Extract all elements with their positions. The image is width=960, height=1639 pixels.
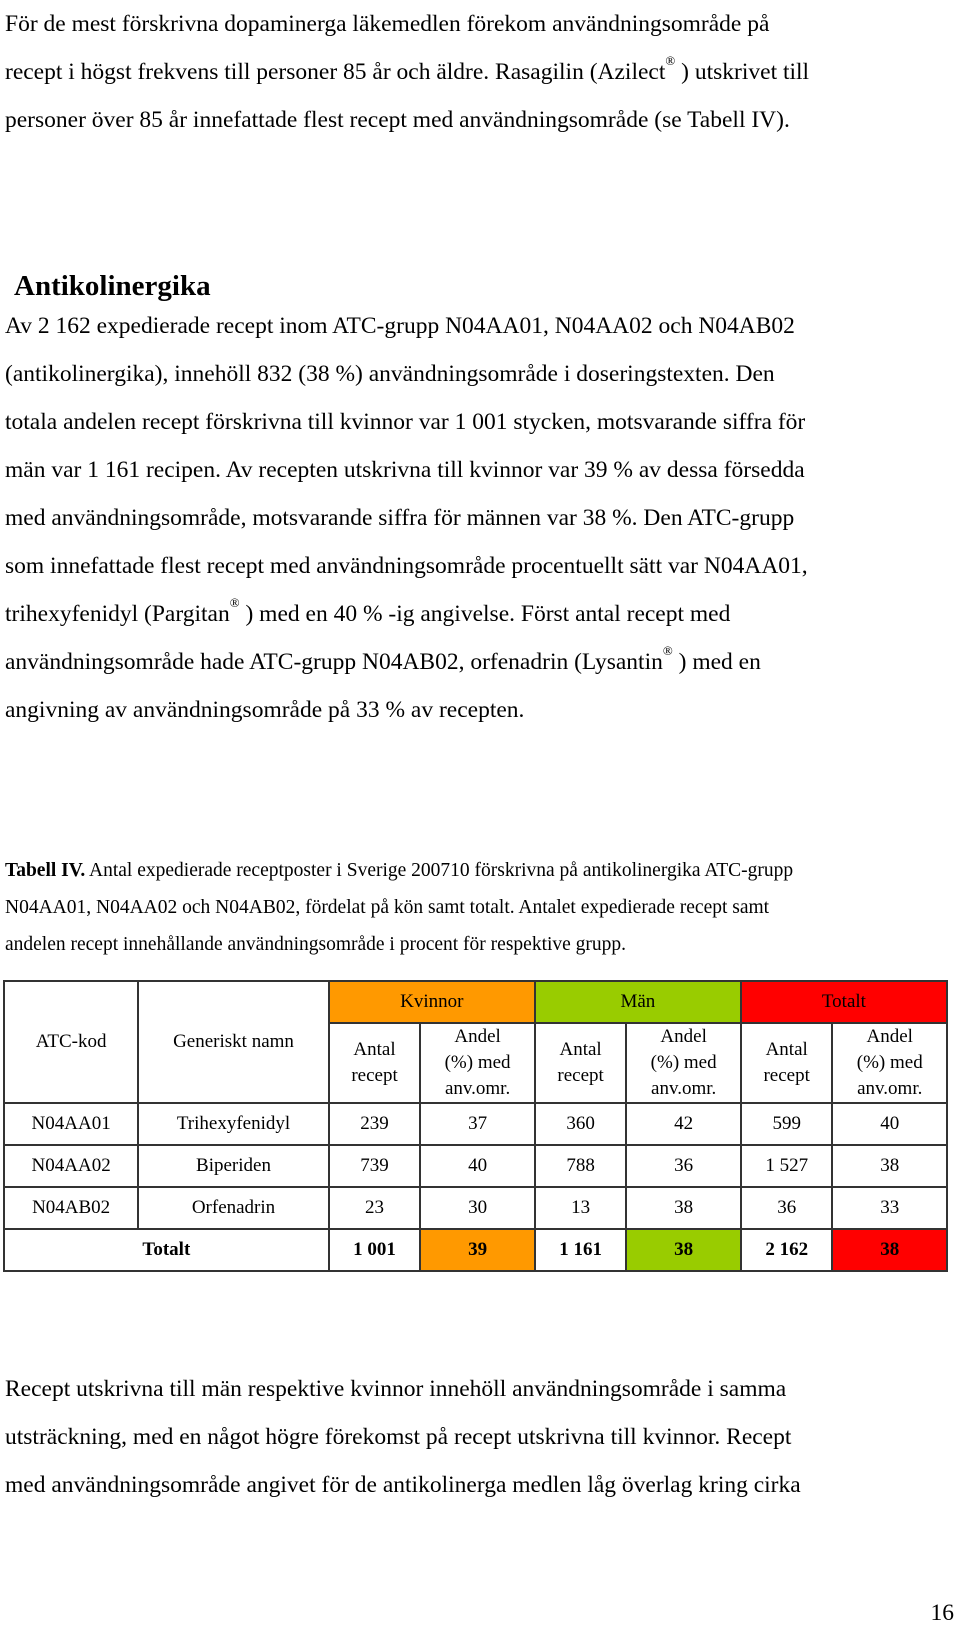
text-fragment: (%) med (856, 1052, 923, 1073)
cell-man-share: 36 (626, 1145, 740, 1187)
table-row (4, 1145, 947, 1187)
registered-mark: ® (665, 53, 676, 68)
cell-kvinnor-share: 39 (420, 1229, 534, 1271)
subheader-share (832, 1023, 947, 1103)
section-heading: Antikolinergika (14, 270, 211, 302)
subheader-share (420, 1023, 534, 1103)
cell-totalt-share: 38 (832, 1145, 947, 1187)
cell-name: Orfenadrin (138, 1187, 328, 1229)
cell-kvinnor-count: 1 001 (329, 1229, 421, 1271)
registered-mark: ® (229, 595, 240, 610)
text-fragment: Andel (454, 1026, 501, 1047)
cell-kvinnor-share: 40 (420, 1145, 534, 1187)
text-fragment: trihexyfenidyl (Pargitan (5, 601, 230, 627)
text-fragment: anv.omr. (651, 1078, 717, 1099)
text-line: män var 1 161 recipen. Av recepten utskrivna till kvinnor var 39 % av dessa försedda (5, 457, 805, 483)
text-line (5, 852, 957, 889)
text-fragment: Antal (353, 1039, 396, 1060)
text-fragment: recept (763, 1065, 810, 1086)
text-line: För de mest förskrivna dopaminerga läkemedlen förekom användningsområde på (5, 11, 770, 37)
cell-kvinnor-share: 30 (420, 1187, 534, 1229)
cell-man-count: 360 (535, 1103, 627, 1145)
text-fragment: anv.omr. (444, 1078, 511, 1099)
text-line: Recept utskrivna till män respektive kvinnor innehöll användningsområde i samma (5, 1376, 787, 1402)
cell-name: Trihexyfenidyl (138, 1103, 328, 1145)
text-line: N04AA01, N04AA02 och N04AB02, fördelat på kön samt totalt. Antalet expedierade recept samt (5, 897, 770, 918)
text-line: som innefattade flest recept med användningsområde procentuellt sätt var N04AA01, (5, 553, 808, 579)
cell-man-count: 788 (535, 1145, 627, 1187)
cell-man-share: 42 (626, 1103, 740, 1145)
cell-man-share: 38 (626, 1229, 740, 1271)
cell-totalt-count: 2 162 (741, 1229, 833, 1271)
cell-name: Biperiden (138, 1145, 328, 1187)
text-fragment: (%) med (650, 1052, 717, 1073)
text-fragment: Antal (559, 1039, 602, 1060)
registered-mark: ® (662, 643, 673, 658)
text-fragment: Antal (765, 1039, 808, 1060)
text-fragment: användningsområde hade ATC-grupp N04AB02, orfenadrin (Lysantin (5, 649, 663, 675)
caption-label: Tabell IV. (5, 860, 86, 881)
cell-totalt-share: 40 (832, 1103, 947, 1145)
text-fragment: Antal expedierade receptposter i Sverige 200710 förskrivna på antikolinergika ATC-grupp (85, 860, 794, 881)
subheader-count (535, 1023, 627, 1103)
intro-paragraph (5, 0, 957, 144)
table-header-row (4, 981, 947, 1023)
text-fragment: Andel (660, 1026, 707, 1047)
cell-man-count: 1 161 (535, 1229, 627, 1271)
text-fragment: ) med en 40 % -ig angivelse. Först antal recept med (239, 601, 731, 627)
text-fragment: Andel (866, 1026, 913, 1047)
body-paragraph (5, 302, 957, 734)
cell-totalt-count: 599 (741, 1103, 833, 1145)
text-line: personer över 85 år innefattade flest recept med användningsområde (se Tabell IV). (5, 107, 790, 133)
cell-kvinnor-share: 37 (420, 1103, 534, 1145)
cell-kvinnor-count: 739 (329, 1145, 421, 1187)
cell-totalt-share: 38 (832, 1229, 947, 1271)
group-header-kvinnor: Kvinnor (329, 981, 535, 1023)
text-line: (antikolinergika), innehöll 832 (38 %) användningsområde i doseringstexten. Den (5, 361, 775, 387)
subheader-count (741, 1023, 833, 1103)
text-fragment: recept (351, 1065, 398, 1086)
text-line (5, 638, 957, 686)
cell-kvinnor-count: 23 (329, 1187, 421, 1229)
column-header-atc: ATC-kod (4, 981, 138, 1103)
text-fragment: (%) med (444, 1052, 511, 1073)
table-caption (5, 852, 957, 963)
cell-man-count: 13 (535, 1187, 627, 1229)
cell-totalt-share: 33 (832, 1187, 947, 1229)
cell-atc: N04AB02 (4, 1187, 138, 1229)
table-row (4, 1103, 947, 1145)
text-line: med användningsområde angivet för de antikolinerga medlen låg överlag kring cirka (5, 1472, 801, 1498)
subheader-count (329, 1023, 421, 1103)
text-line: utsträckning, med en något högre förekomst på recept utskrivna till kvinnor. Recept (5, 1424, 792, 1450)
text-fragment: ) utskrivet till (675, 59, 810, 85)
data-table (3, 980, 948, 1272)
text-fragment: ) med en (672, 649, 761, 675)
text-fragment: recept (557, 1065, 604, 1086)
subheader-share (626, 1023, 740, 1103)
cell-totalt-count: 36 (741, 1187, 833, 1229)
text-line: totala andelen recept förskrivna till kvinnor var 1 001 stycken, motsvarande siffra för (5, 409, 806, 435)
cell-total-label: Totalt (4, 1229, 329, 1271)
cell-kvinnor-count: 239 (329, 1103, 421, 1145)
column-header-name: Generiskt namn (138, 981, 328, 1103)
cell-man-share: 38 (626, 1187, 740, 1229)
text-line (5, 590, 957, 638)
cell-atc: N04AA01 (4, 1103, 138, 1145)
cell-totalt-count: 1 527 (741, 1145, 833, 1187)
body-paragraph (5, 1365, 957, 1509)
text-fragment: recept i högst frekvens till personer 85 år och äldre. Rasagilin (Azilect (5, 59, 666, 85)
text-line: med användningsområde, motsvarande siffra för männen var 38 %. Den ATC-grupp (5, 505, 795, 531)
group-header-man: Män (535, 981, 741, 1023)
cell-atc: N04AA02 (4, 1145, 138, 1187)
group-header-totalt: Totalt (741, 981, 947, 1023)
page-number: 16 (930, 1600, 954, 1626)
text-line: andelen recept innehållande användningsområde i procent för respektive grupp. (5, 934, 627, 955)
text-line (5, 48, 957, 96)
text-line: angivning av användningsområde på 33 % av recepten. (5, 697, 525, 723)
table-row (4, 1187, 947, 1229)
table-total-row (4, 1229, 947, 1271)
text-line: Av 2 162 expedierade recept inom ATC-grupp N04AA01, N04AA02 och N04AB02 (5, 313, 795, 339)
text-fragment: anv.omr. (857, 1078, 923, 1099)
